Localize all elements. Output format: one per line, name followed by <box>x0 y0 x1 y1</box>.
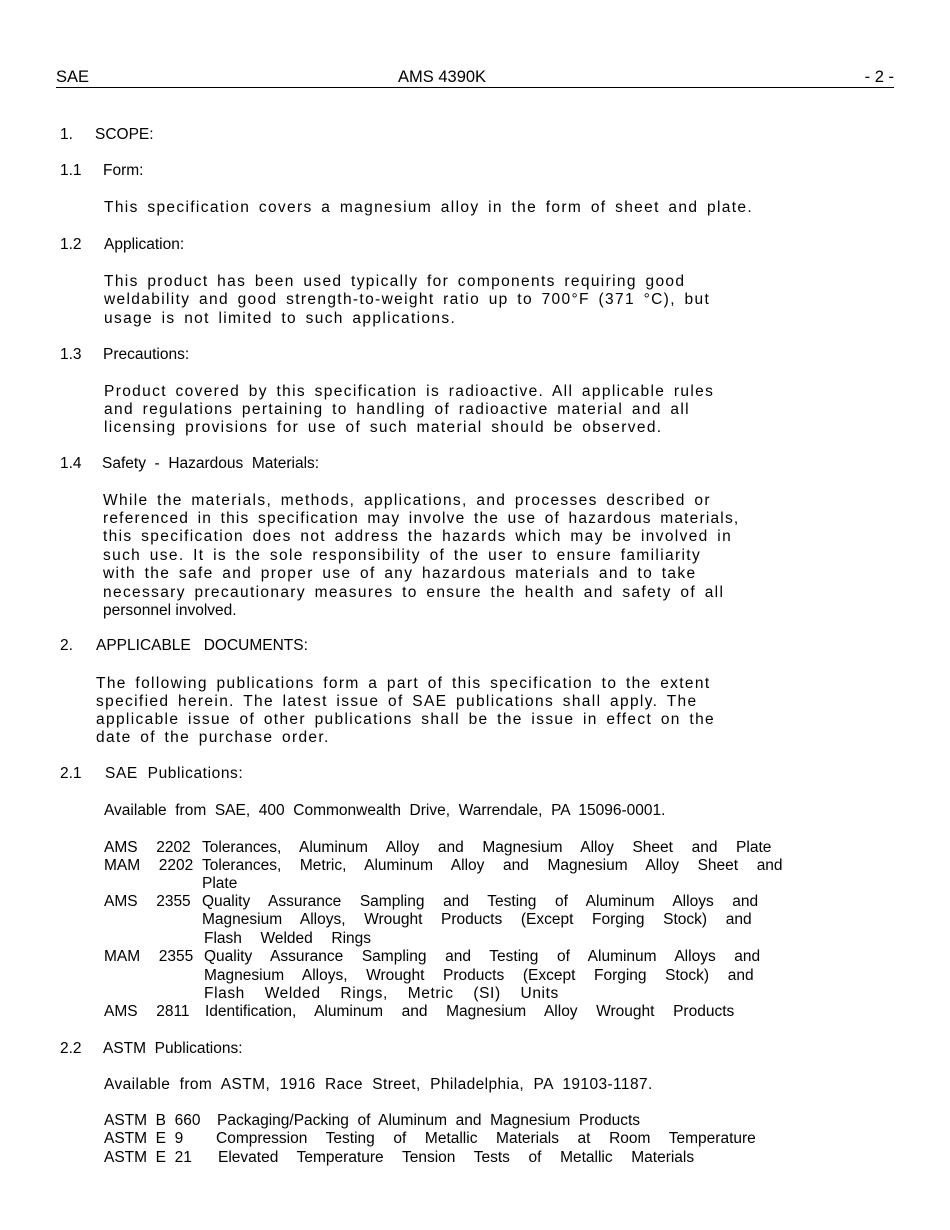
section-title: SCOPE: <box>95 126 154 143</box>
section-2-1-heading <box>60 765 244 784</box>
reference-title: Quality Assurance Sampling and Testing of Aluminum Alloys and <box>204 948 761 965</box>
paragraph-line: this specification does not address the hazards which may be involved in <box>103 528 733 545</box>
reference-title: Packaging/Packing of Aluminum and Magnesium Products <box>217 1112 641 1129</box>
availability-line: Available from ASTM, 1916 Race Street, Philadelphia, PA 19103-1187. <box>104 1076 653 1093</box>
section-number: 1.1 <box>60 162 82 179</box>
section-2-2-heading <box>60 1040 243 1059</box>
section-title: Precautions: <box>103 346 190 363</box>
paragraph-line: usage is not limited to such applications. <box>104 310 457 327</box>
section-number: 1.4 <box>60 455 82 472</box>
reference-title: Plate <box>202 875 238 892</box>
reference-code: ASTM E 9 <box>104 1130 184 1147</box>
header-org: SAE <box>56 68 90 86</box>
header-doc-number: AMS 4390K <box>398 68 487 86</box>
paragraph-line: with the safe and proper use of any hazardous materials and to take <box>103 565 697 582</box>
section-number: 1.3 <box>60 346 82 363</box>
reference-title: Quality Assurance Sampling and Testing of Aluminum Alloys and <box>202 893 759 910</box>
section-2-heading <box>60 637 308 656</box>
paragraph-line: specified herein. The latest issue of SAE publications shall apply. The <box>96 693 698 710</box>
reference-title: Tolerances, Aluminum Alloy and Magnesium Alloy Sheet and Plate <box>202 839 772 856</box>
paragraph-line: and regulations pertaining to handling of radioactive material and all <box>104 401 690 418</box>
section-number: 2. <box>60 637 73 654</box>
section-number: 2.2 <box>60 1040 82 1057</box>
reference-title: Magnesium Alloys, Wrought Products (Except Forging Stock) and <box>202 911 752 928</box>
header-page-number: - 2 - <box>864 68 894 86</box>
section-1-heading <box>60 126 154 145</box>
reference-title: Identification, Aluminum and Magnesium Alloy Wrought Products <box>205 1003 735 1020</box>
reference-code: MAM 2202 <box>104 857 194 874</box>
reference-code: AMS 2202 <box>104 839 191 856</box>
availability-line: Available from SAE, 400 Commonwealth Drive, Warrendale, PA 15096-0001. <box>104 802 666 819</box>
section-1-1-heading <box>60 162 144 181</box>
section-1-2-heading <box>60 236 185 255</box>
reference-title: Flash Welded Rings, Metric (SI) Units <box>204 985 559 1002</box>
reference-title: Elevated Temperature Tension Tests of Metallic Materials <box>218 1149 695 1166</box>
page-header <box>56 68 894 88</box>
paragraph-line: date of the purchase order. <box>96 729 330 746</box>
paragraph-line: personnel involved. <box>103 602 237 619</box>
paragraph-line: such use. It is the sole responsibility of the user to ensure familiarity <box>103 547 702 564</box>
section-number: 1.2 <box>60 236 82 253</box>
reference-title: Flash Welded Rings <box>204 930 372 947</box>
section-title: Safety - Hazardous Materials: <box>102 455 320 472</box>
paragraph-line: This product has been used typically for components requiring good <box>104 273 686 290</box>
reference-code: MAM 2355 <box>104 948 194 965</box>
section-number: 2.1 <box>60 765 82 782</box>
paragraph-line: applicable issue of other publications shall be the issue in effect on the <box>96 711 716 728</box>
section-title: Form: <box>103 162 144 179</box>
section-title: ASTM Publications: <box>103 1040 243 1057</box>
reference-code: ASTM B 660 <box>104 1112 201 1129</box>
paragraph-line: Product covered by this specification is radioactive. All applicable rules <box>104 383 715 400</box>
paragraph-line: This specification covers a magnesium alloy in the form of sheet and plate. <box>104 199 754 216</box>
paragraph-line: The following publications form a part of this specification to the extent <box>96 675 711 692</box>
paragraph-line: licensing provisions for use of such material should be observed. <box>104 419 663 436</box>
reference-title: Compression Testing of Metallic Materials at Room Temperature <box>216 1130 756 1147</box>
section-title: APPLICABLE DOCUMENTS: <box>96 637 308 654</box>
paragraph-line: weldability and good strength-to-weight ratio up to 700°F (371 °C), but <box>104 291 711 308</box>
reference-title: Tolerances, Metric, Aluminum Alloy and Magnesium Alloy Sheet and <box>202 857 783 874</box>
paragraph-line: While the materials, methods, applications, and processes described or <box>103 492 711 509</box>
paragraph-line: necessary precautionary measures to ensure the health and safety of all <box>103 584 725 601</box>
section-title: Application: <box>104 236 185 253</box>
section-1-3-heading <box>60 346 190 365</box>
reference-code: AMS 2355 <box>104 893 191 910</box>
section-number: 1. <box>60 126 73 143</box>
paragraph-line: referenced in this specification may involve the use of hazardous materials, <box>103 510 740 527</box>
section-title: SAE Publications: <box>105 765 244 782</box>
reference-title: Magnesium Alloys, Wrought Products (Except Forging Stock) and <box>204 967 754 984</box>
section-1-4-heading <box>60 455 320 474</box>
reference-code: AMS 2811 <box>104 1003 190 1020</box>
reference-code: ASTM E 21 <box>104 1149 192 1166</box>
